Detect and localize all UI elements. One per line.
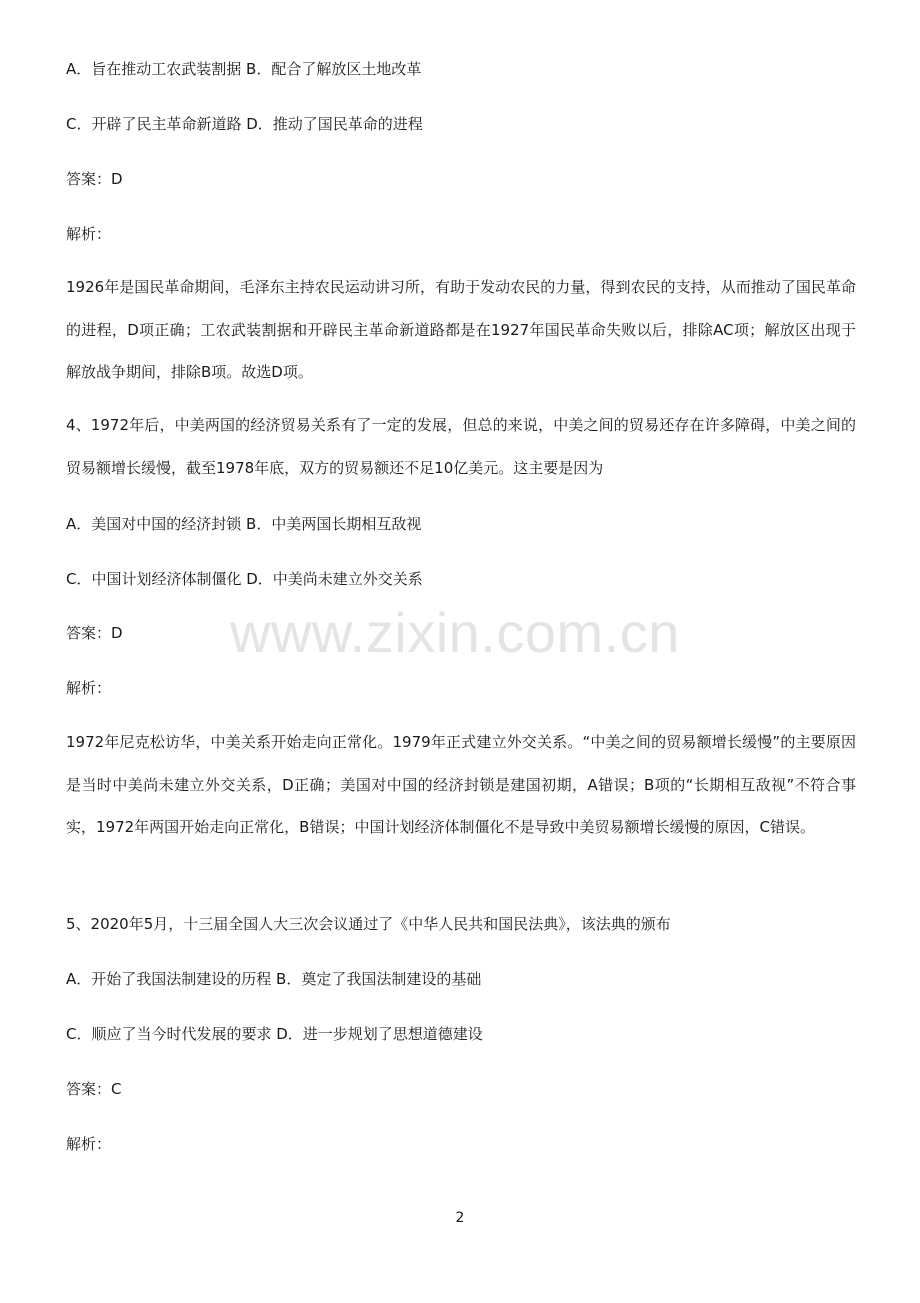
q5-stem: 5、2020年5月，十三届全国人大三次会议通过了《中华人民共和国民法典》，该法典的颁布 xyxy=(66,915,671,933)
q4-options-cd: C．中国计划经济体制僵化 D．中美尚未建立外交关系 xyxy=(66,570,423,588)
q4-stem: 4、1972年后，中美两国的经济贸易关系有了一定的发展，但总的来说，中美之间的贸易还存在许多障碍，中美之间的贸易额增长缓慢，截至1978年底，双方的贸易额还不足10亿美元。这主要是因为 xyxy=(66,416,856,477)
q4-answer: 答案：D xyxy=(66,624,123,642)
page-number: 2 xyxy=(455,1210,465,1226)
q5-options-cd: C．顺应了当今时代发展的要求 D．进一步规划了思想道德建设 xyxy=(66,1025,483,1043)
q3-answer: 答案：D xyxy=(66,170,123,188)
q3-analysis-label: 解析： xyxy=(66,225,112,243)
q4-analysis-label: 解析： xyxy=(66,679,112,697)
q5-options-ab: A．开始了我国法制建设的历程 B．奠定了我国法制建设的基础 xyxy=(66,970,482,988)
q5-analysis-label: 解析： xyxy=(66,1135,112,1153)
q4-analysis-text: 1972年尼克松访华，中美关系开始走向正常化。1979年正式建立外交关系。“中美之间的贸易额增长缓慢”的主要原因是当时中美尚未建立外交关系，D正确；美国对中国的经济封锁是建国初期，A错误；B项的“长期相互敌视”不符合事实，1972年两国开始走向正常化，B错误；中国计划经济体制僵化不是导致中美贸易额增长缓慢的原因，C错误。 xyxy=(66,733,856,836)
q3-options-ab: A．旨在推动工农武装割据 B．配合了解放区土地改革 xyxy=(66,60,422,78)
watermark: www.zixin.com.cn xyxy=(230,601,680,664)
q4-options-ab: A．美国对中国的经济封锁 B．中美两国长期相互敌视 xyxy=(66,515,422,533)
q3-analysis-text: 1926年是国民革命期间，毛泽东主持农民运动讲习所，有助于发动农民的力量，得到农民的支持，从而推动了国民革命的进程，D项正确；工农武装割据和开辟民主革命新道路都是在1927年国民革命失败以后，排除AC项；解放区出现于解放战争期间，排除B项。故选D项。 xyxy=(66,278,856,381)
q5-answer: 答案：C xyxy=(66,1080,122,1098)
q3-options-cd: C．开辟了民主革命新道路 D．推动了国民革命的进程 xyxy=(66,115,423,133)
